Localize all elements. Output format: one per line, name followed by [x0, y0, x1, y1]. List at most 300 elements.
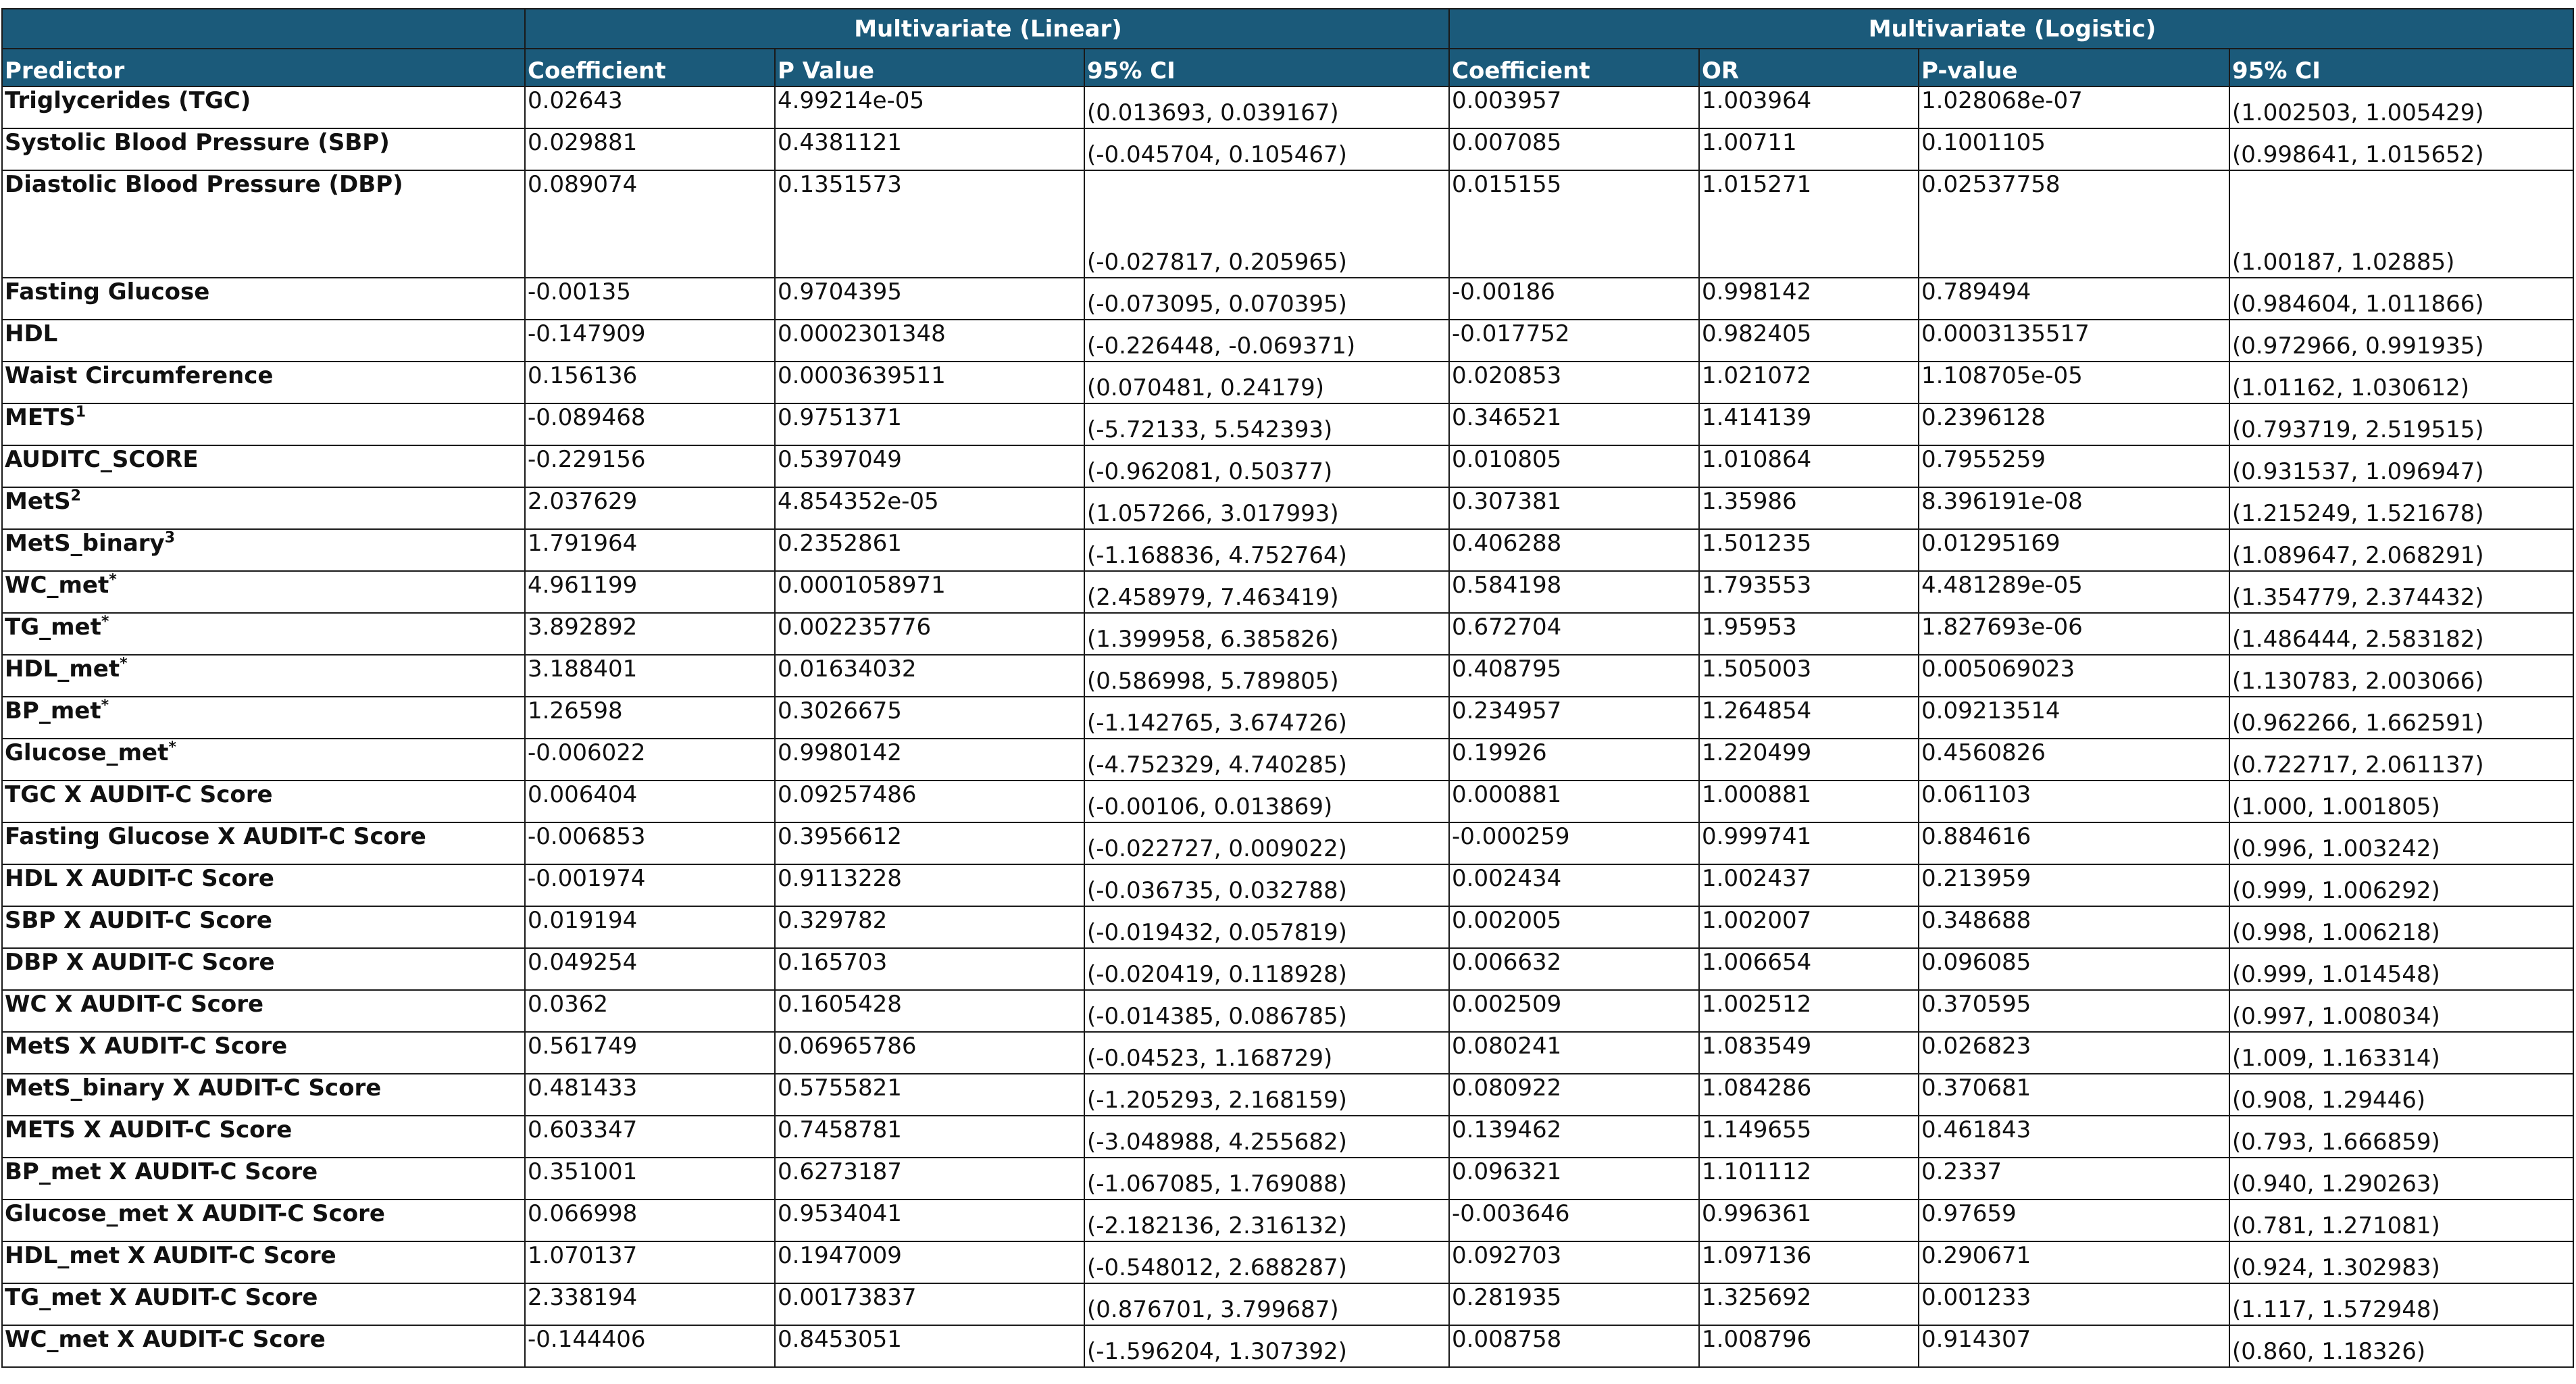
- logistic-coefficient-cell: [1449, 278, 1699, 320]
- column-header-logistic-coefficient: Coefficient: [1449, 49, 1699, 86]
- cell-value: 0.09213514: [1921, 697, 2061, 724]
- logistic-ci-cell: [2229, 739, 2573, 781]
- linear-p-value-cell: [775, 613, 1084, 655]
- cell-value: 0.290671: [1921, 1242, 2031, 1269]
- cell-value: -0.00186: [1452, 278, 1555, 305]
- logistic-p-value-cell: [1919, 1241, 2229, 1283]
- linear-p-value-cell: [775, 697, 1084, 739]
- group-header-blank: [2, 9, 525, 49]
- cell-value: 1.070137: [528, 1242, 638, 1269]
- cell-value: 4.481289e-05: [1921, 572, 2083, 599]
- logistic-coefficient-cell: [1449, 529, 1699, 571]
- table-row: [2, 320, 2573, 362]
- cell-value: (0.931537, 1.096947): [2232, 458, 2484, 485]
- cell-value: 0.9980142: [778, 739, 902, 766]
- odds-ratio-cell: [1699, 781, 1919, 822]
- table-row: [2, 445, 2573, 487]
- cell-value: -0.017752: [1452, 320, 1570, 347]
- logistic-p-value-cell: [1919, 781, 2229, 822]
- cell-value: 0.329782: [778, 907, 888, 934]
- linear-coefficient-cell: [525, 1283, 775, 1325]
- cell-value: (0.013693, 0.039167): [1087, 99, 1339, 126]
- cell-value: 0.0003639511: [778, 362, 946, 389]
- cell-value: 4.854352e-05: [778, 488, 939, 515]
- cell-value: 0.002434: [1452, 865, 1562, 892]
- predictor-label: WC_met: [5, 572, 109, 599]
- cell-value: (-0.014385, 0.086785): [1087, 1003, 1347, 1030]
- cell-value: 0.01295169: [1921, 530, 2061, 557]
- linear-coefficient-cell: [525, 1241, 775, 1283]
- odds-ratio-cell: [1699, 697, 1919, 739]
- table-row: [2, 86, 2573, 128]
- predictor-label: AUDITC_SCORE: [5, 446, 199, 473]
- logistic-p-value-cell: [1919, 1032, 2229, 1074]
- cell-value: 0.002235776: [778, 614, 932, 641]
- cell-value: 0.884616: [1921, 823, 2031, 850]
- predictor-label: WC_met X AUDIT-C Score: [5, 1326, 326, 1353]
- predictor-cell: [2, 529, 525, 571]
- table-row: [2, 1158, 2573, 1200]
- linear-coefficient-cell: [525, 403, 775, 445]
- linear-ci-cell: [1084, 571, 1449, 613]
- predictor-label: Diastolic Blood Pressure (DBP): [5, 171, 403, 198]
- linear-coefficient-cell: [525, 571, 775, 613]
- linear-coefficient-cell: [525, 1074, 775, 1116]
- logistic-p-value-cell: [1919, 571, 2229, 613]
- predictor-label: MetS X AUDIT-C Score: [5, 1033, 288, 1060]
- cell-value: 0.307381: [1452, 488, 1562, 515]
- logistic-ci-cell: [2229, 1158, 2573, 1200]
- table-row: [2, 864, 2573, 906]
- cell-value: 0.789494: [1921, 278, 2031, 305]
- cell-value: 1.505003: [1702, 656, 1812, 683]
- cell-value: (0.876701, 3.799687): [1087, 1296, 1339, 1323]
- cell-value: 0.5755821: [778, 1074, 902, 1102]
- cell-value: (0.996, 1.003242): [2232, 835, 2440, 862]
- cell-value: 1.002007: [1702, 907, 1812, 934]
- cell-value: 0.914307: [1921, 1326, 2031, 1353]
- logistic-p-value-cell: [1919, 86, 2229, 128]
- logistic-ci-cell: [2229, 1032, 2573, 1074]
- logistic-coefficient-cell: [1449, 170, 1699, 278]
- logistic-p-value-cell: [1919, 1074, 2229, 1116]
- table-row: [2, 1200, 2573, 1241]
- linear-p-value-cell: [775, 948, 1084, 990]
- linear-coefficient-cell: [525, 170, 775, 278]
- cell-value: 0.9534041: [778, 1200, 902, 1227]
- cell-value: 0.008758: [1452, 1326, 1562, 1353]
- cell-value: (1.399958, 6.385826): [1087, 626, 1339, 653]
- odds-ratio-cell: [1699, 822, 1919, 864]
- cell-value: 1.264854: [1702, 697, 1812, 724]
- linear-coefficient-cell: [525, 906, 775, 948]
- logistic-p-value-cell: [1919, 1200, 2229, 1241]
- cell-value: 1.26598: [528, 697, 623, 724]
- logistic-coefficient-cell: [1449, 128, 1699, 170]
- logistic-coefficient-cell: [1449, 906, 1699, 948]
- cell-value: 0.007085: [1452, 129, 1562, 156]
- linear-coefficient-cell: [525, 362, 775, 403]
- linear-p-value-cell: [775, 445, 1084, 487]
- logistic-coefficient-cell: [1449, 1032, 1699, 1074]
- table-row: [2, 1032, 2573, 1074]
- table-row: [2, 278, 2573, 320]
- linear-p-value-cell: [775, 278, 1084, 320]
- cell-value: 0.4560826: [1921, 739, 2046, 766]
- cell-value: 2.037629: [528, 488, 638, 515]
- cell-value: 0.02537758: [1921, 171, 2061, 198]
- linear-p-value-cell: [775, 822, 1084, 864]
- linear-ci-cell: [1084, 1074, 1449, 1116]
- logistic-p-value-cell: [1919, 403, 2229, 445]
- logistic-coefficient-cell: [1449, 822, 1699, 864]
- linear-coefficient-cell: [525, 739, 775, 781]
- cell-value: 0.461843: [1921, 1116, 2031, 1143]
- logistic-coefficient-cell: [1449, 445, 1699, 487]
- logistic-ci-cell: [2229, 170, 2573, 278]
- logistic-p-value-cell: [1919, 822, 2229, 864]
- cell-value: 0.061103: [1921, 781, 2031, 808]
- cell-value: 1.793553: [1702, 572, 1812, 599]
- logistic-coefficient-cell: [1449, 990, 1699, 1032]
- predictor-cell: [2, 739, 525, 781]
- cell-value: -0.006853: [528, 823, 646, 850]
- logistic-ci-cell: [2229, 990, 2573, 1032]
- linear-ci-cell: [1084, 529, 1449, 571]
- logistic-coefficient-cell: [1449, 697, 1699, 739]
- cell-value: 1.501235: [1702, 530, 1812, 557]
- logistic-coefficient-cell: [1449, 362, 1699, 403]
- linear-ci-cell: [1084, 278, 1449, 320]
- cell-value: 0.019194: [528, 907, 638, 934]
- cell-value: (-0.036735, 0.032788): [1087, 877, 1347, 904]
- cell-value: 0.998142: [1702, 278, 1812, 305]
- linear-p-value-cell: [775, 1032, 1084, 1074]
- cell-value: 0.408795: [1452, 656, 1562, 683]
- logistic-p-value-cell: [1919, 1283, 2229, 1325]
- cell-value: 0.2352861: [778, 530, 902, 557]
- cell-value: 0.02643: [528, 87, 623, 114]
- odds-ratio-cell: [1699, 320, 1919, 362]
- predictor-label: MetS: [5, 488, 71, 515]
- cell-value: (-0.022727, 0.009022): [1087, 835, 1347, 862]
- cell-value: 0.996361: [1702, 1200, 1812, 1227]
- table-row: [2, 1325, 2573, 1367]
- linear-coefficient-cell: [525, 128, 775, 170]
- cell-value: (0.722717, 2.061137): [2232, 751, 2484, 778]
- cell-value: (2.458979, 7.463419): [1087, 584, 1339, 611]
- cell-value: 1.220499: [1702, 739, 1812, 766]
- linear-coefficient-cell: [525, 487, 775, 529]
- linear-ci-cell: [1084, 990, 1449, 1032]
- logistic-p-value-cell: [1919, 990, 2229, 1032]
- predictor-label: MetS_binary X AUDIT-C Score: [5, 1074, 382, 1102]
- cell-value: (-1.067085, 1.769088): [1087, 1170, 1347, 1197]
- cell-value: 1.021072: [1702, 362, 1812, 389]
- cell-value: 3.188401: [528, 656, 638, 683]
- cell-value: (0.860, 1.18326): [2232, 1338, 2426, 1365]
- cell-value: 0.9751371: [778, 404, 902, 431]
- cell-value: 1.015271: [1702, 171, 1812, 198]
- linear-coefficient-cell: [525, 445, 775, 487]
- logistic-p-value-cell: [1919, 128, 2229, 170]
- group-header-row: [2, 9, 2573, 49]
- linear-ci-cell: [1084, 1200, 1449, 1241]
- logistic-coefficient-cell: [1449, 655, 1699, 697]
- predictor-label: MetS_binary: [5, 530, 165, 557]
- cell-value: (0.924, 1.302983): [2232, 1254, 2440, 1281]
- logistic-p-value-cell: [1919, 906, 2229, 948]
- linear-coefficient-cell: [525, 529, 775, 571]
- cell-value: 0.00173837: [778, 1284, 917, 1311]
- cell-value: 0.0362: [528, 991, 608, 1018]
- predictor-cell: [2, 1283, 525, 1325]
- linear-p-value-cell: [775, 1325, 1084, 1367]
- predictor-cell: [2, 1116, 525, 1158]
- linear-p-value-cell: [775, 739, 1084, 781]
- cell-value: (0.940, 1.290263): [2232, 1170, 2440, 1197]
- cell-value: (1.215249, 1.521678): [2232, 500, 2484, 527]
- logistic-p-value-cell: [1919, 697, 2229, 739]
- linear-ci-cell: [1084, 170, 1449, 278]
- cell-value: (-0.045704, 0.105467): [1087, 141, 1347, 168]
- cell-value: 1.101112: [1702, 1158, 1812, 1185]
- cell-value: 0.3026675: [778, 697, 902, 724]
- logistic-p-value-cell: [1919, 170, 2229, 278]
- linear-p-value-cell: [775, 86, 1084, 128]
- logistic-coefficient-cell: [1449, 403, 1699, 445]
- logistic-p-value-cell: [1919, 655, 2229, 697]
- linear-ci-cell: [1084, 362, 1449, 403]
- table-row: [2, 529, 2573, 571]
- linear-coefficient-cell: [525, 1325, 775, 1367]
- cell-value: 0.9113228: [778, 865, 902, 892]
- cell-value: 0.156136: [528, 362, 638, 389]
- predictor-label: HDL_met: [5, 656, 120, 683]
- linear-p-value-cell: [775, 655, 1084, 697]
- predictor-label: BP_met: [5, 697, 101, 724]
- cell-value: 1.325692: [1702, 1284, 1812, 1311]
- linear-ci-cell: [1084, 320, 1449, 362]
- predictor-cell: [2, 1241, 525, 1283]
- cell-value: 0.281935: [1452, 1284, 1562, 1311]
- cell-value: 4.961199: [528, 572, 638, 599]
- predictor-cell: [2, 445, 525, 487]
- cell-value: 0.080241: [1452, 1033, 1562, 1060]
- cell-value: -0.000259: [1452, 823, 1570, 850]
- predictor-cell: [2, 1032, 525, 1074]
- odds-ratio-cell: [1699, 170, 1919, 278]
- linear-p-value-cell: [775, 1241, 1084, 1283]
- linear-ci-cell: [1084, 128, 1449, 170]
- table-row: [2, 613, 2573, 655]
- cell-value: (-1.142765, 3.674726): [1087, 710, 1347, 737]
- table-row: [2, 948, 2573, 990]
- cell-value: (-5.72133, 5.542393): [1087, 416, 1333, 443]
- cell-value: 0.1001105: [1921, 129, 2046, 156]
- linear-p-value-cell: [775, 487, 1084, 529]
- logistic-ci-cell: [2229, 1325, 2573, 1367]
- linear-ci-cell: [1084, 1158, 1449, 1200]
- odds-ratio-cell: [1699, 1158, 1919, 1200]
- logistic-p-value-cell: [1919, 1325, 2229, 1367]
- predictor-cell: [2, 1325, 525, 1367]
- cell-value: (1.130783, 2.003066): [2232, 668, 2484, 695]
- footnote-marker: *: [101, 697, 109, 714]
- linear-ci-cell: [1084, 1283, 1449, 1325]
- table-row: [2, 1074, 2573, 1116]
- predictor-label: Waist Circumference: [5, 362, 274, 389]
- cell-value: (1.486444, 2.583182): [2232, 626, 2484, 653]
- results-table: [1, 8, 2574, 1368]
- cell-value: 0.0001058971: [778, 572, 946, 599]
- linear-ci-cell: [1084, 1325, 1449, 1367]
- cell-value: (0.999, 1.006292): [2232, 877, 2440, 904]
- cell-value: (0.998, 1.006218): [2232, 919, 2440, 946]
- table-row: [2, 781, 2573, 822]
- cell-value: (0.793719, 2.519515): [2232, 416, 2484, 443]
- cell-value: 8.396191e-08: [1921, 488, 2083, 515]
- cell-value: 0.982405: [1702, 320, 1812, 347]
- predictor-label: Glucose_met: [5, 739, 169, 766]
- linear-ci-cell: [1084, 1032, 1449, 1074]
- logistic-p-value-cell: [1919, 487, 2229, 529]
- predictor-label: Systolic Blood Pressure (SBP): [5, 129, 390, 156]
- linear-ci-cell: [1084, 445, 1449, 487]
- odds-ratio-cell: [1699, 864, 1919, 906]
- cell-value: 1.108705e-05: [1921, 362, 2083, 389]
- cell-value: 0.06965786: [778, 1033, 917, 1060]
- footnote-marker: *: [101, 613, 109, 631]
- odds-ratio-cell: [1699, 739, 1919, 781]
- table-row: [2, 655, 2573, 697]
- logistic-ci-cell: [2229, 1116, 2573, 1158]
- cell-value: 1.028068e-07: [1921, 87, 2083, 114]
- logistic-ci-cell: [2229, 362, 2573, 403]
- cell-value: -0.001974: [528, 865, 646, 892]
- footnote-marker: *: [109, 571, 117, 589]
- odds-ratio-cell: [1699, 278, 1919, 320]
- linear-p-value-cell: [775, 1158, 1084, 1200]
- cell-value: 0.096085: [1921, 949, 2031, 976]
- odds-ratio-cell: [1699, 655, 1919, 697]
- logistic-coefficient-cell: [1449, 1200, 1699, 1241]
- predictor-cell: [2, 170, 525, 278]
- linear-ci-cell: [1084, 864, 1449, 906]
- odds-ratio-cell: [1699, 445, 1919, 487]
- logistic-coefficient-cell: [1449, 320, 1699, 362]
- cell-value: -0.003646: [1452, 1200, 1570, 1227]
- cell-value: -0.229156: [528, 446, 646, 473]
- table-row: [2, 487, 2573, 529]
- cell-value: 0.049254: [528, 949, 638, 976]
- cell-value: (0.962266, 1.662591): [2232, 710, 2484, 737]
- column-header-row: [2, 49, 2573, 86]
- logistic-p-value-cell: [1919, 278, 2229, 320]
- predictor-cell: [2, 278, 525, 320]
- cell-value: (1.089647, 2.068291): [2232, 542, 2484, 569]
- cell-value: 0.089074: [528, 171, 638, 198]
- linear-ci-cell: [1084, 403, 1449, 445]
- logistic-coefficient-cell: [1449, 1283, 1699, 1325]
- cell-value: (-1.205293, 2.168159): [1087, 1087, 1347, 1114]
- table-row: [2, 822, 2573, 864]
- logistic-ci-cell: [2229, 278, 2573, 320]
- logistic-p-value-cell: [1919, 1158, 2229, 1200]
- linear-p-value-cell: [775, 362, 1084, 403]
- logistic-coefficient-cell: [1449, 86, 1699, 128]
- column-header-linear-p-value: P Value: [775, 49, 1084, 86]
- linear-ci-cell: [1084, 739, 1449, 781]
- cell-value: (-0.073095, 0.070395): [1087, 291, 1347, 318]
- predictor-cell: [2, 487, 525, 529]
- predictor-label: HDL X AUDIT-C Score: [5, 865, 274, 892]
- logistic-p-value-cell: [1919, 739, 2229, 781]
- table-row: [2, 1116, 2573, 1158]
- predictor-label: Triglycerides (TGC): [5, 87, 251, 114]
- logistic-coefficient-cell: [1449, 864, 1699, 906]
- logistic-ci-cell: [2229, 1283, 2573, 1325]
- logistic-ci-cell: [2229, 613, 2573, 655]
- cell-value: (-3.048988, 4.255682): [1087, 1129, 1347, 1156]
- table-row: [2, 697, 2573, 739]
- cell-value: 0.370681: [1921, 1074, 2031, 1102]
- predictor-cell: [2, 1200, 525, 1241]
- cell-value: 0.139462: [1452, 1116, 1562, 1143]
- predictor-label: TG_met X AUDIT-C Score: [5, 1284, 318, 1311]
- linear-ci-cell: [1084, 655, 1449, 697]
- cell-value: 0.006632: [1452, 949, 1562, 976]
- cell-value: 0.003957: [1452, 87, 1562, 114]
- cell-value: 0.000881: [1452, 781, 1562, 808]
- predictor-cell: [2, 1158, 525, 1200]
- predictor-cell: [2, 571, 525, 613]
- cell-value: 0.4381121: [778, 129, 902, 156]
- linear-ci-cell: [1084, 781, 1449, 822]
- logistic-p-value-cell: [1919, 362, 2229, 403]
- linear-coefficient-cell: [525, 1116, 775, 1158]
- odds-ratio-cell: [1699, 1032, 1919, 1074]
- cell-value: 0.165703: [778, 949, 888, 976]
- predictor-cell: [2, 403, 525, 445]
- cell-value: 1.827693e-06: [1921, 614, 2083, 641]
- cell-value: (1.057266, 3.017993): [1087, 500, 1339, 527]
- odds-ratio-cell: [1699, 613, 1919, 655]
- cell-value: (-0.962081, 0.50377): [1087, 458, 1333, 485]
- odds-ratio-cell: [1699, 1116, 1919, 1158]
- column-header-logistic-ci: 95% CI: [2229, 49, 2573, 86]
- cell-value: -0.00135: [528, 278, 631, 305]
- cell-value: (1.354779, 2.374432): [2232, 584, 2484, 611]
- logistic-ci-cell: [2229, 529, 2573, 571]
- cell-value: 0.351001: [528, 1158, 638, 1185]
- linear-coefficient-cell: [525, 86, 775, 128]
- odds-ratio-cell: [1699, 403, 1919, 445]
- cell-value: 0.561749: [528, 1033, 638, 1060]
- predictor-label: TGC X AUDIT-C Score: [5, 781, 273, 808]
- column-header-odds-ratio: OR: [1699, 49, 1919, 86]
- cell-value: 0.7458781: [778, 1116, 902, 1143]
- cell-value: 0.066998: [528, 1200, 638, 1227]
- odds-ratio-cell: [1699, 487, 1919, 529]
- cell-value: (-0.027817, 0.205965): [1087, 249, 1347, 276]
- cell-value: 1.00711: [1702, 129, 1797, 156]
- linear-coefficient-cell: [525, 781, 775, 822]
- cell-value: 0.19926: [1452, 739, 1547, 766]
- cell-value: 0.6273187: [778, 1158, 902, 1185]
- logistic-coefficient-cell: [1449, 1116, 1699, 1158]
- cell-value: 0.999741: [1702, 823, 1812, 850]
